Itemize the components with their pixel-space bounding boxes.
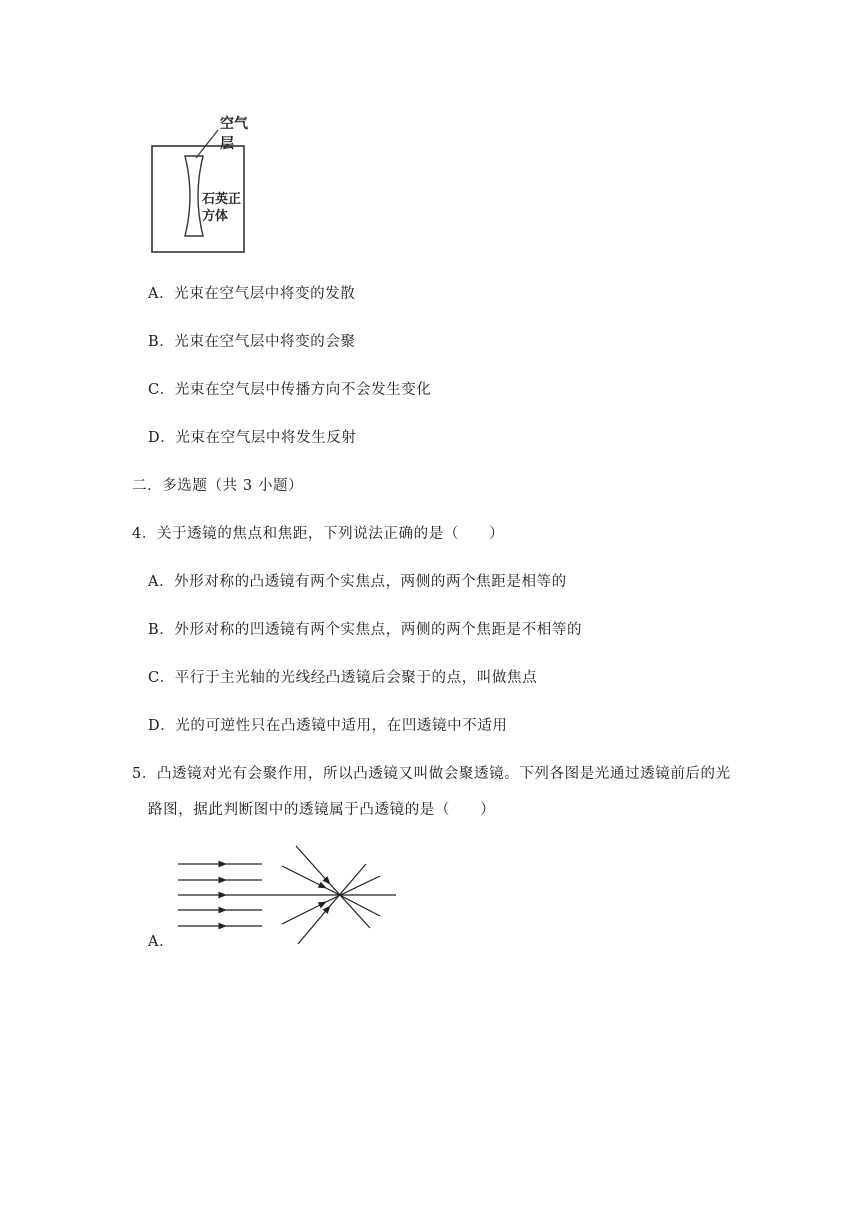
light-path-diagram: [170, 840, 410, 950]
q3-option-d: D．光束在空气层中将发生反射: [148, 430, 357, 446]
label-quartz-line2: 方体: [202, 209, 229, 224]
q3-option-b: B．光束在空气层中将变的会聚: [148, 334, 356, 350]
q3-option-c: C．光束在空气层中传播方向不会发生变化: [148, 382, 432, 398]
label-quartz-line1: 石英正: [202, 192, 242, 207]
q5-option-a-label: A．: [148, 934, 175, 950]
figure-quartz-cube: [140, 108, 260, 258]
q4-option-d: D．光的可逆性只在凸透镜中适用，在凹透镜中不适用: [148, 718, 508, 734]
q3-option-a: A．光束在空气层中将变的发散: [148, 286, 356, 302]
incoming-parallel-rays: [178, 864, 340, 926]
q4-option-a: A．外形对称的凸透镜有两个实焦点，两侧的两个焦距是相等的: [148, 574, 567, 590]
label-air-layer: 空气层: [220, 116, 248, 152]
air-layer-lens: [185, 156, 203, 236]
q4-option-c: C．平行于主光轴的光线经凸透镜后会聚于的点，叫做焦点: [148, 670, 538, 686]
q5-option-a-diagram: [170, 840, 410, 950]
q5-stem-line2: 路图，据此判断图中的透镜属于凸透镜的是（ ）: [148, 802, 496, 818]
section-title-multiple-choice: 二．多选题（共 3 小题）: [132, 478, 304, 494]
q4-option-b: B．外形对称的凹透镜有两个实焦点，两侧的两个焦距是不相等的: [148, 622, 583, 638]
q5-stem-line1: 5．凸透镜对光有会聚作用，所以凸透镜又叫做会聚透镜。下列各图是光通过透镜前后的光: [132, 766, 731, 782]
air-layer-pointer: [196, 130, 218, 158]
q4-stem: 4．关于透镜的焦点和焦距，下列说法正确的是（ ）: [132, 526, 505, 542]
